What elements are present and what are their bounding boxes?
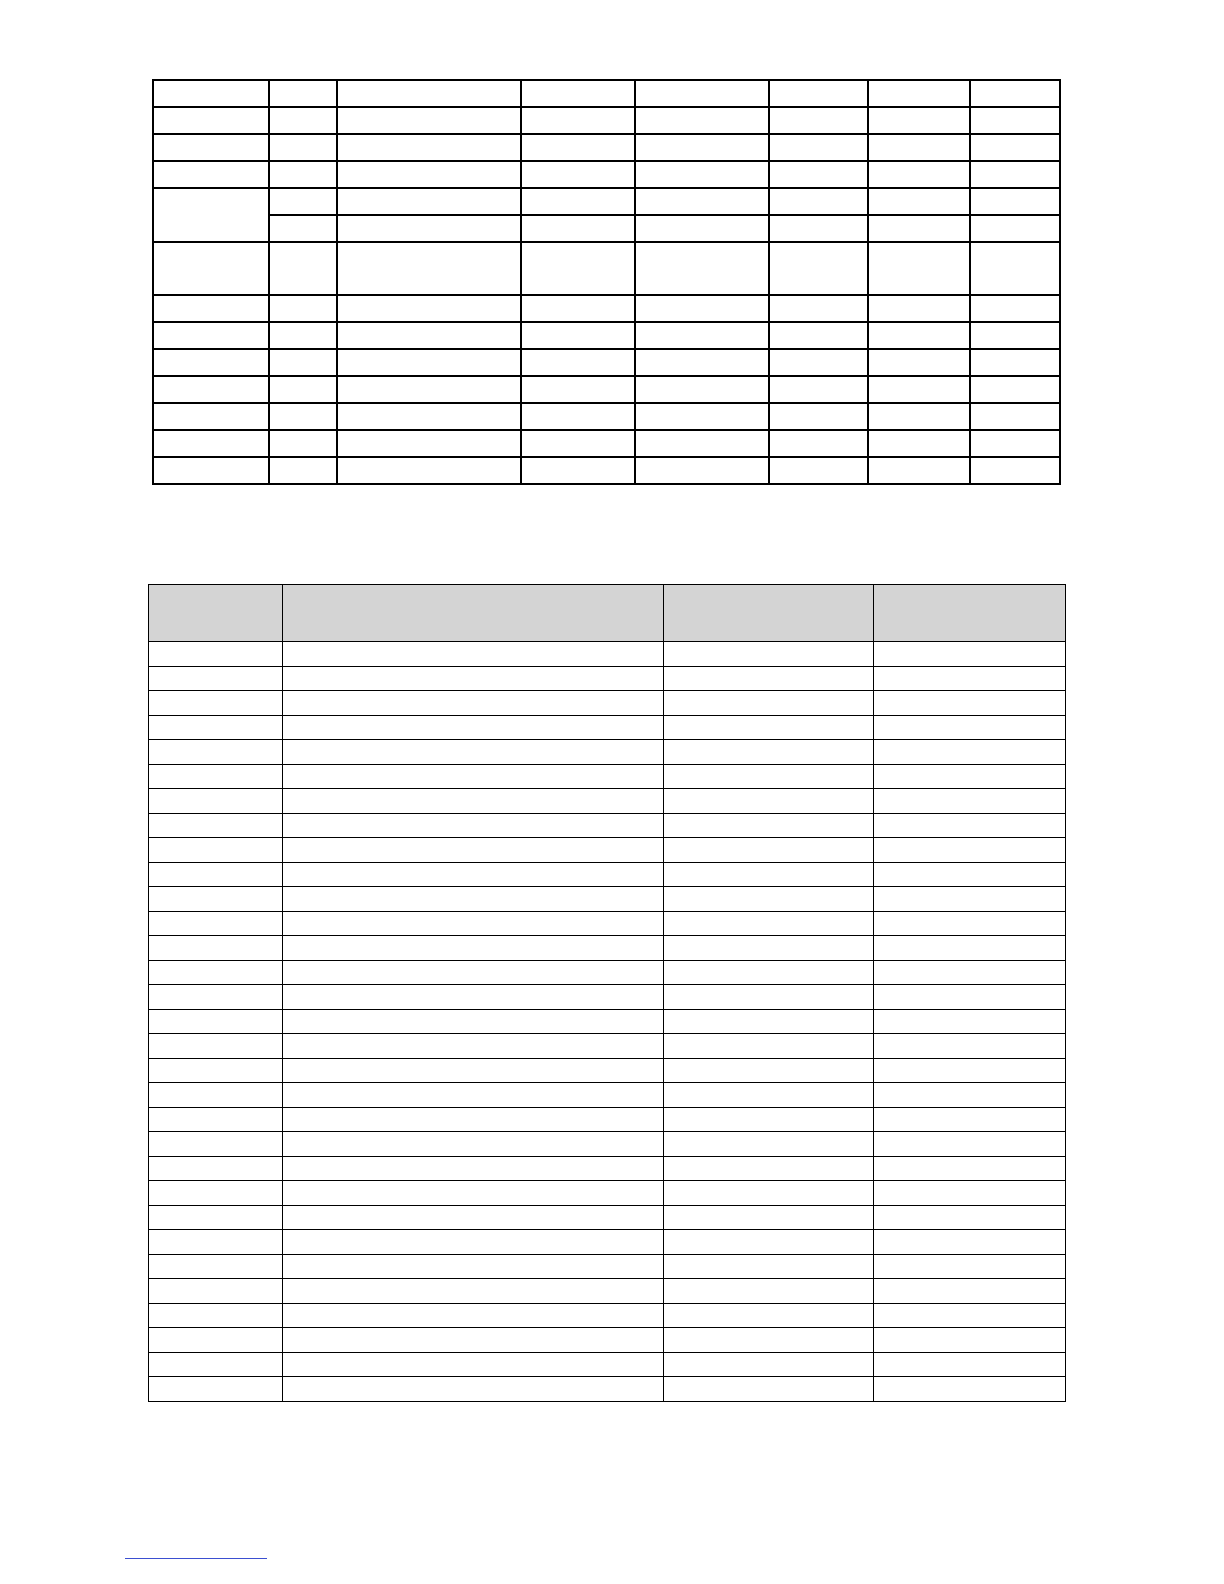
table-cell xyxy=(874,1058,1066,1083)
table-row xyxy=(149,1181,1066,1206)
table-row xyxy=(149,789,1066,814)
table-cell xyxy=(664,936,874,961)
table-cell xyxy=(149,764,283,789)
table-row xyxy=(149,1279,1066,1304)
table-cell xyxy=(664,813,874,838)
table-cell xyxy=(635,161,769,188)
table-cell xyxy=(664,862,874,887)
table-cell xyxy=(521,376,635,403)
table-cell xyxy=(868,376,970,403)
table-cell xyxy=(868,80,970,107)
table-cell xyxy=(149,1156,283,1181)
table-cell xyxy=(283,1083,664,1108)
table-cell xyxy=(283,813,664,838)
table-cell xyxy=(337,161,521,188)
table-cell xyxy=(635,242,769,295)
table-cell xyxy=(283,1132,664,1157)
table-cell xyxy=(664,985,874,1010)
table-cell xyxy=(149,1279,283,1304)
table-cell xyxy=(521,322,635,349)
table-cell xyxy=(769,295,868,322)
table-cell xyxy=(664,642,874,667)
table-cell xyxy=(874,1230,1066,1255)
table-cell xyxy=(970,349,1060,376)
table-cell xyxy=(337,430,521,457)
table-cell xyxy=(769,80,868,107)
table-cell xyxy=(874,1181,1066,1206)
table-cell xyxy=(149,985,283,1010)
table-cell xyxy=(283,960,664,985)
table-row xyxy=(149,642,1066,667)
table-cell xyxy=(874,740,1066,765)
table-cell xyxy=(269,134,337,161)
table-cell xyxy=(769,242,868,295)
table-cell xyxy=(149,715,283,740)
table-cell xyxy=(153,430,269,457)
table-cell xyxy=(283,911,664,936)
table-cell xyxy=(874,1034,1066,1059)
table-cell xyxy=(664,764,874,789)
table-cell xyxy=(283,862,664,887)
table-cell xyxy=(269,349,337,376)
table-cell xyxy=(153,349,269,376)
table-row xyxy=(153,349,1060,376)
table-cell xyxy=(635,322,769,349)
table-cell xyxy=(283,985,664,1010)
table-row xyxy=(149,862,1066,887)
table-cell xyxy=(868,349,970,376)
table-cell xyxy=(769,161,868,188)
table-cell xyxy=(664,1279,874,1304)
table-cell xyxy=(153,80,269,107)
table-row xyxy=(149,1303,1066,1328)
table-cell xyxy=(283,691,664,716)
table-row xyxy=(149,764,1066,789)
table-cell xyxy=(269,80,337,107)
bottom-grid-table xyxy=(148,584,1066,1402)
table-cell xyxy=(664,1254,874,1279)
table-cell xyxy=(153,322,269,349)
table-cell xyxy=(868,161,970,188)
table-cell xyxy=(868,242,970,295)
table-cell xyxy=(337,322,521,349)
table-cell xyxy=(664,740,874,765)
table-cell xyxy=(769,188,868,215)
table-cell xyxy=(149,1009,283,1034)
table-cell xyxy=(149,1352,283,1377)
table-row xyxy=(149,1254,1066,1279)
table-cell xyxy=(149,1132,283,1157)
table-cell xyxy=(283,936,664,961)
table-row xyxy=(153,134,1060,161)
table-cell xyxy=(874,1132,1066,1157)
table-cell xyxy=(149,1107,283,1132)
table-cell xyxy=(874,1279,1066,1304)
table-cell xyxy=(635,188,769,215)
table-cell xyxy=(337,376,521,403)
column-header xyxy=(664,585,874,642)
table-cell xyxy=(149,1328,283,1353)
table-row xyxy=(149,740,1066,765)
table-cell xyxy=(874,642,1066,667)
table-row xyxy=(153,403,1060,430)
top-grid-table xyxy=(152,79,1061,485)
table-cell xyxy=(283,1107,664,1132)
table-cell xyxy=(868,322,970,349)
table-cell xyxy=(283,1352,664,1377)
table-cell xyxy=(269,322,337,349)
table-cell xyxy=(337,457,521,484)
table-cell xyxy=(337,107,521,134)
column-header xyxy=(149,585,283,642)
table-cell xyxy=(769,215,868,242)
table-cell xyxy=(874,862,1066,887)
table-row xyxy=(153,376,1060,403)
table-cell xyxy=(521,134,635,161)
table-cell xyxy=(664,1132,874,1157)
table-row xyxy=(153,242,1060,295)
table-cell xyxy=(769,430,868,457)
table-row xyxy=(153,457,1060,484)
table-cell xyxy=(283,789,664,814)
table-cell xyxy=(283,715,664,740)
table-cell xyxy=(970,215,1060,242)
table-cell xyxy=(149,642,283,667)
table-cell xyxy=(521,457,635,484)
table-row xyxy=(149,960,1066,985)
table-cell xyxy=(149,691,283,716)
table-cell xyxy=(149,1205,283,1230)
table-cell xyxy=(664,1058,874,1083)
table-cell xyxy=(337,295,521,322)
table-cell xyxy=(874,960,1066,985)
table-cell xyxy=(874,691,1066,716)
table-row xyxy=(153,188,1060,215)
table-cell xyxy=(664,1230,874,1255)
column-header xyxy=(283,585,664,642)
table-row xyxy=(149,1377,1066,1402)
table-cell xyxy=(970,107,1060,134)
table-cell xyxy=(269,376,337,403)
table-cell xyxy=(664,960,874,985)
table-cell xyxy=(874,1352,1066,1377)
table-cell xyxy=(149,813,283,838)
table-cell xyxy=(635,134,769,161)
table-cell xyxy=(283,1279,664,1304)
table-cell xyxy=(149,789,283,814)
table-cell xyxy=(874,887,1066,912)
table-cell xyxy=(664,887,874,912)
table-cell xyxy=(337,403,521,430)
table-cell xyxy=(970,80,1060,107)
table-cell xyxy=(664,1156,874,1181)
table-cell xyxy=(283,1303,664,1328)
table-row xyxy=(149,838,1066,863)
table-cell xyxy=(283,1156,664,1181)
table-cell xyxy=(149,740,283,765)
table-row xyxy=(153,80,1060,107)
table-cell xyxy=(874,813,1066,838)
table-cell xyxy=(283,1009,664,1034)
table-cell xyxy=(283,1328,664,1353)
table-cell xyxy=(153,457,269,484)
table-cell xyxy=(874,1083,1066,1108)
table-cell xyxy=(521,107,635,134)
table-cell xyxy=(521,349,635,376)
table-cell xyxy=(874,1254,1066,1279)
table-cell xyxy=(769,134,868,161)
table-cell xyxy=(153,134,269,161)
table-cell xyxy=(874,1156,1066,1181)
table-cell xyxy=(635,457,769,484)
table-cell xyxy=(521,430,635,457)
table-cell xyxy=(769,349,868,376)
table-row xyxy=(149,813,1066,838)
table-row xyxy=(149,1107,1066,1132)
table-cell xyxy=(664,1328,874,1353)
table-cell xyxy=(874,985,1066,1010)
table-cell xyxy=(149,666,283,691)
table-cell xyxy=(874,1009,1066,1034)
table-cell xyxy=(521,295,635,322)
table-cell xyxy=(521,161,635,188)
table-row xyxy=(149,691,1066,716)
table-cell xyxy=(874,789,1066,814)
table-row xyxy=(153,107,1060,134)
table-cell xyxy=(269,215,337,242)
table-cell xyxy=(521,80,635,107)
table-cell xyxy=(970,188,1060,215)
table-cell xyxy=(769,376,868,403)
table-row xyxy=(149,1009,1066,1034)
table-cell xyxy=(664,666,874,691)
table-cell xyxy=(970,134,1060,161)
table-row xyxy=(153,161,1060,188)
table-cell xyxy=(283,764,664,789)
table-cell xyxy=(664,789,874,814)
table-row xyxy=(149,1156,1066,1181)
table-row xyxy=(149,1352,1066,1377)
table-cell xyxy=(283,1058,664,1083)
table-cell xyxy=(874,1205,1066,1230)
table-row xyxy=(149,1205,1066,1230)
table-cell xyxy=(521,403,635,430)
table-row xyxy=(149,715,1066,740)
table-cell xyxy=(521,188,635,215)
table-cell xyxy=(664,1205,874,1230)
table-cell xyxy=(283,1377,664,1402)
table-cell xyxy=(874,911,1066,936)
table-row xyxy=(149,1058,1066,1083)
table-cell xyxy=(149,911,283,936)
table-cell xyxy=(874,1328,1066,1353)
table-cell xyxy=(149,1377,283,1402)
table-cell xyxy=(664,1303,874,1328)
table-cell xyxy=(269,107,337,134)
table-cell xyxy=(283,642,664,667)
table-cell xyxy=(283,1230,664,1255)
table-cell xyxy=(664,1377,874,1402)
table-cell xyxy=(153,295,269,322)
table-cell xyxy=(769,403,868,430)
table-cell xyxy=(149,838,283,863)
table-cell xyxy=(283,1034,664,1059)
table-row xyxy=(149,666,1066,691)
table-cell xyxy=(874,764,1066,789)
table-row xyxy=(149,1034,1066,1059)
table-cell xyxy=(874,936,1066,961)
table-cell xyxy=(149,1034,283,1059)
table-cell xyxy=(635,295,769,322)
table-cell xyxy=(337,134,521,161)
table-row xyxy=(149,936,1066,961)
table-cell xyxy=(664,715,874,740)
table-cell xyxy=(337,349,521,376)
table-cell xyxy=(635,107,769,134)
table-cell xyxy=(153,242,269,295)
table-row xyxy=(149,1083,1066,1108)
table-cell xyxy=(874,715,1066,740)
table-cell xyxy=(970,430,1060,457)
table-cell xyxy=(149,887,283,912)
table-cell xyxy=(664,1083,874,1108)
table-cell xyxy=(283,740,664,765)
table-cell xyxy=(635,215,769,242)
table-cell xyxy=(337,188,521,215)
column-header xyxy=(874,585,1066,642)
table-cell xyxy=(874,838,1066,863)
table-cell xyxy=(153,403,269,430)
table-cell xyxy=(664,1181,874,1206)
table-cell xyxy=(970,403,1060,430)
table-cell xyxy=(868,107,970,134)
table-header-row xyxy=(149,585,1066,642)
table-cell xyxy=(635,376,769,403)
table-cell xyxy=(769,107,868,134)
table-cell xyxy=(970,295,1060,322)
footnote-separator-line xyxy=(125,1558,267,1559)
table-cell xyxy=(269,242,337,295)
table-cell xyxy=(868,215,970,242)
table-cell xyxy=(269,188,337,215)
table-row xyxy=(149,1132,1066,1157)
table-cell xyxy=(874,1303,1066,1328)
table-cell xyxy=(635,430,769,457)
table-cell xyxy=(635,349,769,376)
table-cell xyxy=(664,1352,874,1377)
table-cell xyxy=(337,242,521,295)
table-cell xyxy=(874,666,1066,691)
table-cell xyxy=(153,161,269,188)
table-cell xyxy=(868,403,970,430)
table-cell xyxy=(874,1107,1066,1132)
table-cell xyxy=(970,376,1060,403)
table-cell xyxy=(149,936,283,961)
table-row xyxy=(153,215,1060,242)
table-cell xyxy=(664,1034,874,1059)
table-cell xyxy=(769,457,868,484)
merged-table-cell xyxy=(153,188,269,242)
table-cell xyxy=(269,430,337,457)
table-cell xyxy=(149,862,283,887)
table-cell xyxy=(269,295,337,322)
table-cell xyxy=(868,134,970,161)
table-row xyxy=(149,887,1066,912)
table-row xyxy=(153,322,1060,349)
table-row xyxy=(149,1230,1066,1255)
table-cell xyxy=(149,1058,283,1083)
table-cell xyxy=(337,80,521,107)
table-cell xyxy=(868,430,970,457)
table-cell xyxy=(283,666,664,691)
table-cell xyxy=(664,911,874,936)
bottom-table-body xyxy=(149,642,1066,1402)
table-cell xyxy=(269,161,337,188)
table-cell xyxy=(283,1254,664,1279)
table-cell xyxy=(769,322,868,349)
table-cell xyxy=(283,1181,664,1206)
table-cell xyxy=(521,242,635,295)
table-row xyxy=(149,1328,1066,1353)
table-cell xyxy=(149,960,283,985)
table-cell xyxy=(868,188,970,215)
table-cell xyxy=(337,215,521,242)
table-cell xyxy=(269,457,337,484)
table-cell xyxy=(970,322,1060,349)
table-cell xyxy=(664,838,874,863)
table-cell xyxy=(970,161,1060,188)
table-cell xyxy=(283,887,664,912)
table-cell xyxy=(970,457,1060,484)
table-cell xyxy=(149,1230,283,1255)
table-row xyxy=(153,295,1060,322)
table-cell xyxy=(970,242,1060,295)
table-cell xyxy=(868,457,970,484)
table-cell xyxy=(664,1009,874,1034)
table-cell xyxy=(153,107,269,134)
table-cell xyxy=(868,295,970,322)
table-cell xyxy=(283,1205,664,1230)
table-cell xyxy=(269,403,337,430)
table-cell xyxy=(149,1303,283,1328)
table-cell xyxy=(635,80,769,107)
table-cell xyxy=(149,1181,283,1206)
table-cell xyxy=(153,376,269,403)
table-cell xyxy=(874,1377,1066,1402)
table-cell xyxy=(521,215,635,242)
table-cell xyxy=(664,691,874,716)
table-row xyxy=(153,430,1060,457)
table-cell xyxy=(283,838,664,863)
table-cell xyxy=(664,1107,874,1132)
table-cell xyxy=(635,403,769,430)
table-cell xyxy=(149,1083,283,1108)
table-row xyxy=(149,985,1066,1010)
table-cell xyxy=(149,1254,283,1279)
table-row xyxy=(149,911,1066,936)
